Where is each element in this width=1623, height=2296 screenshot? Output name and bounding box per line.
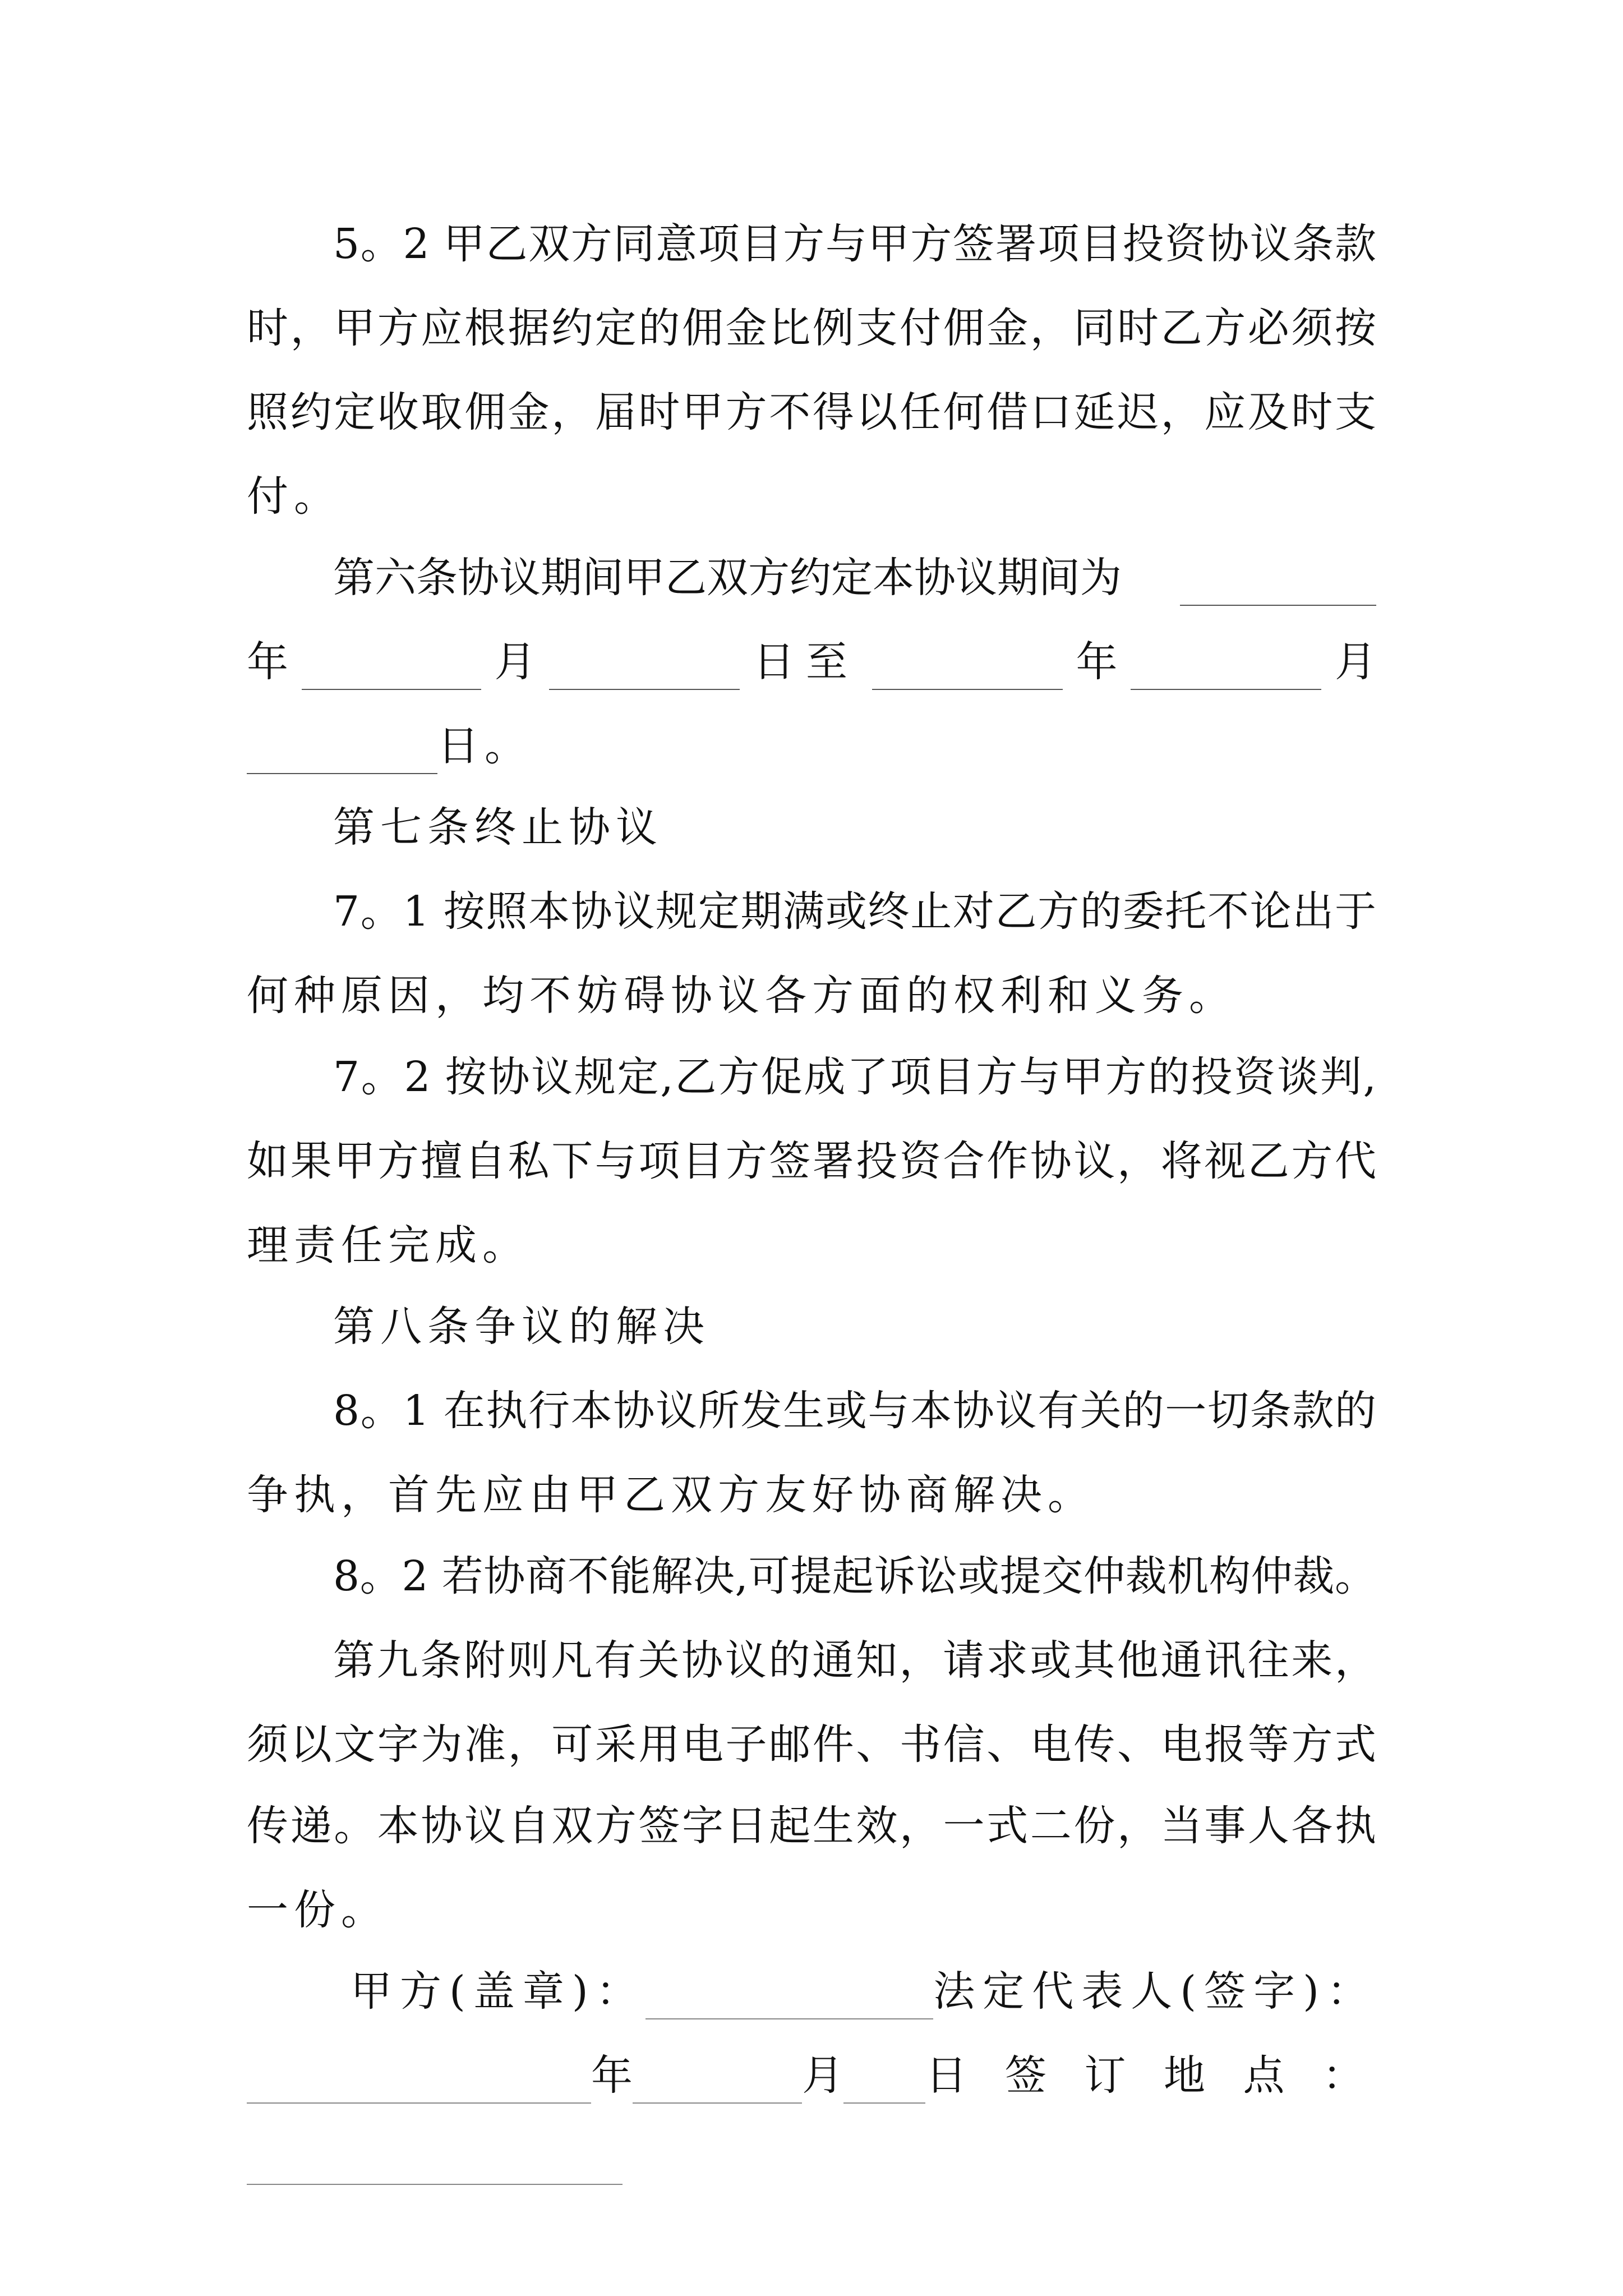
clause-8-1-line-1: 8。1 在执行本协议所发生或与本协议有关的一切条款的: [333, 1387, 1376, 1435]
clause-5-2-line-1: 5。2 甲乙双方同意项目方与甲方签署项目投资协议条款: [333, 220, 1376, 268]
clause-7-2-line-3: 理责任完成。: [247, 1221, 529, 1269]
article-9-line-3: 传递。本协议自双方签字日起生效，一式二份，当事人各执: [247, 1802, 1376, 1850]
clause-7-2-line-2: 如果甲方擅自私下与项目方签署投资合作协议，将视乙方代: [247, 1137, 1376, 1185]
sign-day-blank: [843, 2060, 925, 2104]
clause-8-1-line-2: 争执，首先应由甲乙双方友好协商解决。: [247, 1471, 1095, 1519]
period-end-year-blank: [872, 646, 1063, 690]
sign-place-blank: [247, 2141, 623, 2185]
signature-line-3: [247, 2129, 1376, 2185]
clause-5-2-line-2: 时，甲方应根据约定的佣金比例支付佣金，同时乙方必须按: [247, 304, 1376, 352]
article-9-line-2: 须以文字为准，可采用电子邮件、书信、电传、电报等方式: [247, 1720, 1376, 1769]
month-label-2: 月: [1335, 638, 1376, 686]
day-to-label: 日至: [753, 638, 859, 686]
legal-rep-signature-blank: [247, 2060, 591, 2104]
period-start-year-blank: [1180, 562, 1376, 606]
clause-7-2-line-1: 7。2 按协议规定,乙方促成了项目方与甲方的投资谈判,: [333, 1053, 1376, 1101]
article-6-line-3: [247, 718, 1376, 774]
signature-line-2: [247, 2047, 1376, 2104]
day-end-label: 日。: [437, 722, 532, 770]
article-7-title: 第七条终止协议: [333, 803, 663, 852]
sign-month-label: 月: [802, 2051, 844, 2100]
year-label-1: 年: [247, 638, 288, 686]
clause-7-1-line-1: 7。1 按照本协议规定期满或终止对乙方的委托不论出于: [333, 887, 1376, 936]
clause-8-2-line-1: 8。2 若协商不能解决,可提起诉讼或提交仲裁机构仲裁。: [333, 1552, 1376, 1600]
sign-year-label: 年: [591, 2051, 633, 2100]
article-9-line-1: 第九条附则凡有关协议的通知，请求或其他通讯往来，: [333, 1636, 1376, 1685]
sign-month-blank: [633, 2060, 802, 2104]
article-8-title: 第八条争议的解决: [333, 1303, 710, 1351]
period-end-month-blank: [1131, 646, 1321, 690]
party-a-seal-blank: [645, 1976, 934, 2019]
month-label-1: 月: [494, 638, 536, 686]
clause-5-2-line-4: 付。: [247, 472, 341, 521]
clause-7-1-line-2: 何种原因，均不妨碍协议各方面的权利和义务。: [247, 972, 1236, 1020]
article-6-line-2: [247, 634, 1376, 690]
signature-line-1: [351, 1963, 1376, 2019]
period-end-day-blank: [247, 730, 437, 774]
sign-place-label: 日 签 订 地 点 ：: [925, 2051, 1376, 2100]
clause-5-2-line-3: 照约定收取佣金，届时甲方不得以任何借口延迟，应及时支: [247, 388, 1376, 436]
period-start-month-blank: [302, 646, 481, 690]
article-9-line-4: 一份。: [247, 1886, 388, 1934]
year-label-2: 年: [1076, 638, 1118, 686]
legal-rep-label: 法定代表人(签字)：: [933, 1967, 1376, 2016]
article-6-line-1: [333, 550, 1376, 606]
article-6-text: 第六条协议期间甲乙双方约定本协议期间为: [333, 554, 1122, 602]
period-start-day-blank: [549, 646, 740, 690]
party-a-seal-label: 甲方(盖章)：: [351, 1967, 645, 2016]
